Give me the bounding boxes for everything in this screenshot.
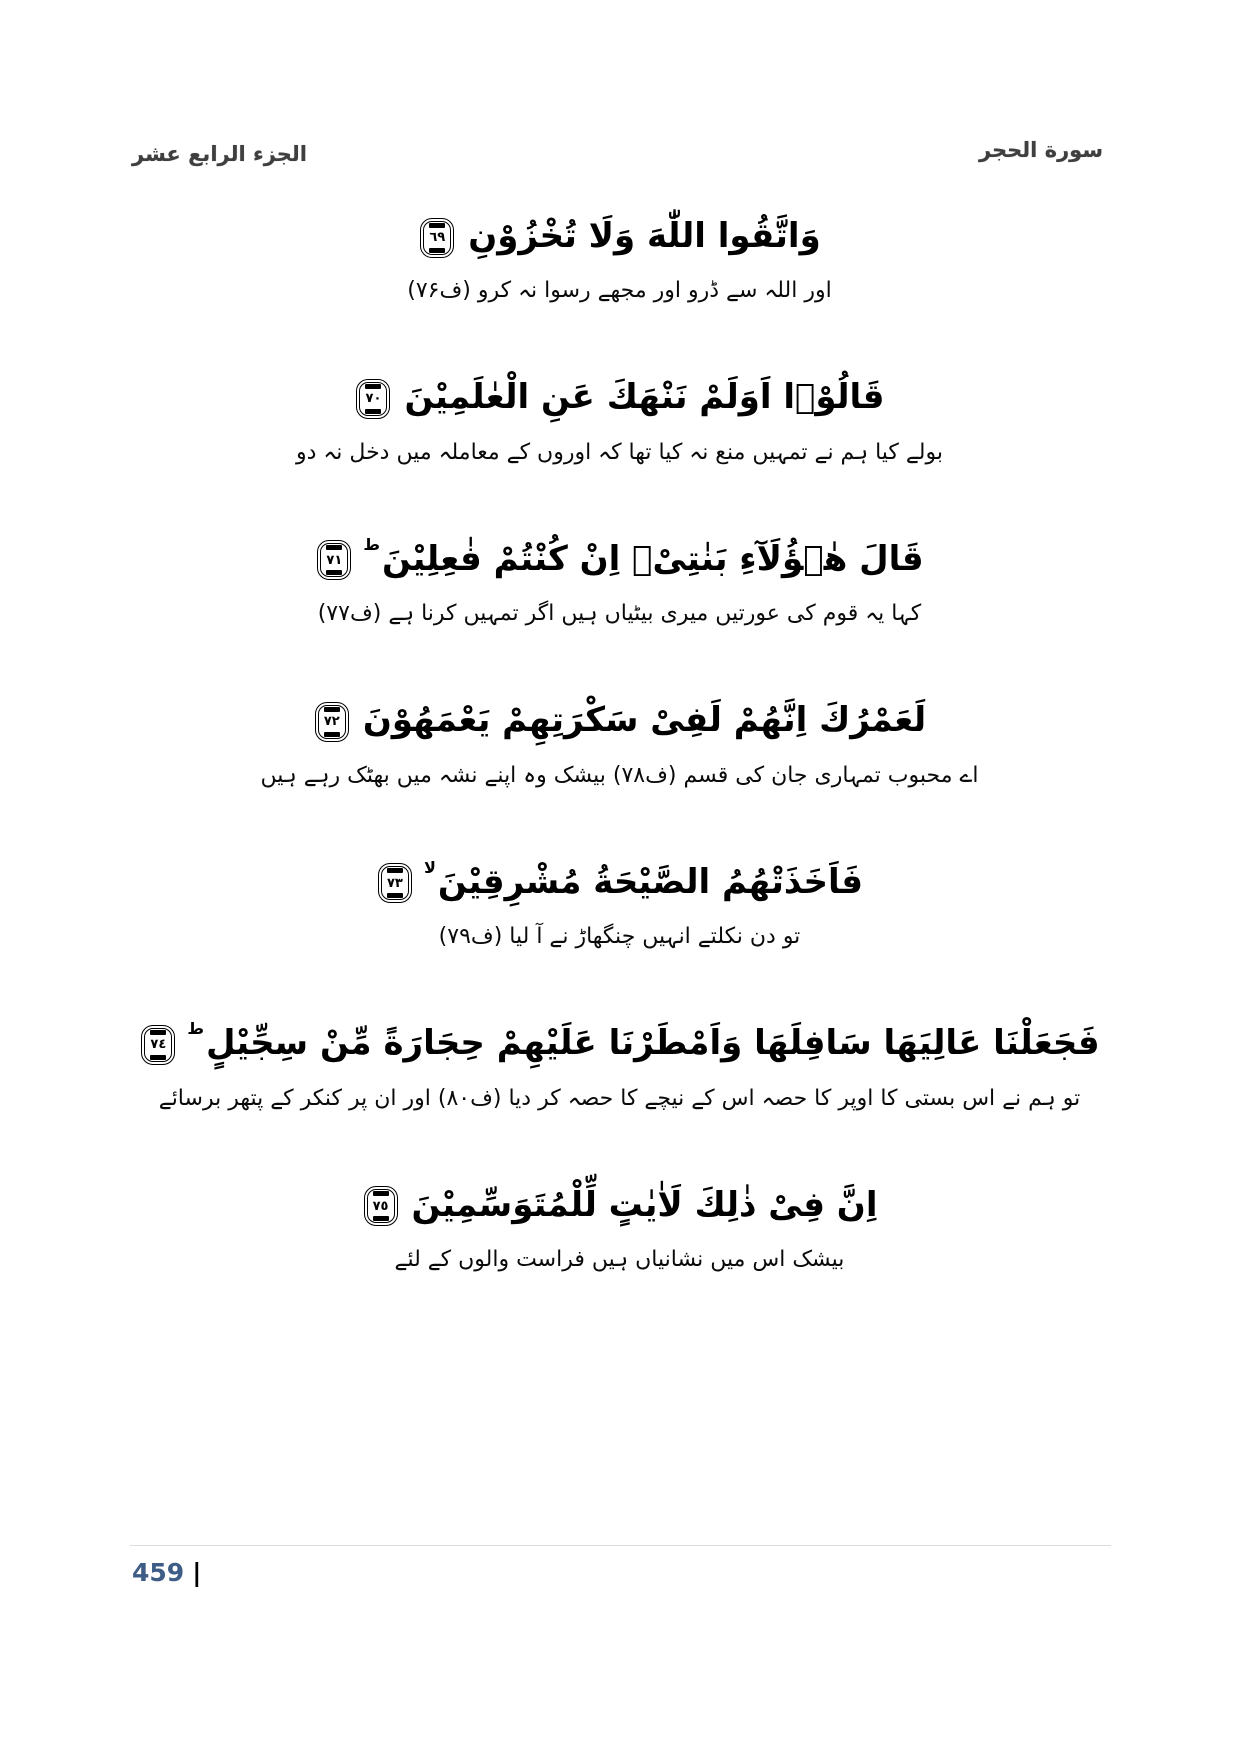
waqf-mark: ط [187, 1019, 204, 1039]
verse-block [376, 854, 863, 955]
waqf-mark: ط [363, 534, 380, 554]
ayah-number-medallion [356, 379, 390, 419]
ayah-number-medallion [378, 863, 412, 903]
verse-block [296, 369, 943, 470]
ayah-number-medallion [420, 218, 454, 258]
arabic-verse-line [139, 1015, 1099, 1071]
footer-divider [130, 1545, 1111, 1546]
ayah-number-medallion [364, 1186, 398, 1226]
ayah-number: ٧٣ [387, 875, 403, 891]
waqf-mark: لا [423, 857, 436, 877]
urdu-translation: بولے کیا ہم نے تمہیں منع نہ کیا تھا کہ اوروں کے معاملہ میں دخل نہ دو [296, 439, 943, 465]
urdu-translation: بیشک اس میں نشانیاں ہیں فراست والوں کے لئے [394, 1247, 845, 1272]
arabic-verse-text: قَالَ هٰۤؤُلَآءِ بَنٰتِیْۤ اِنْ كُنْتُمْ فٰعِلِیْنَ [381, 538, 924, 579]
page-footer [132, 1558, 201, 1587]
arabic-verse-line [362, 1177, 878, 1233]
ayah-number: ٧٠ [365, 391, 382, 407]
verse-block [139, 1015, 1099, 1116]
ayah-number: ٧١ [326, 552, 343, 568]
arabic-verse-line [296, 369, 943, 425]
arabic-verse-line [315, 531, 923, 587]
arabic-verse-text: لَعَمْرُكَ اِنَّهُمْ لَفِیْ سَكْرَتِهِمْ یَعْمَهُوْنَ [362, 700, 927, 741]
urdu-translation: تو دن نکلتے انہیں چنگھاڑ نے آ لیا (ف۷۹) [438, 924, 801, 950]
verses-column [60, 208, 1179, 1338]
ayah-number: ٧٥ [372, 1198, 389, 1214]
ayah-number-medallion [315, 702, 349, 742]
arabic-verse-line [376, 854, 863, 910]
arabic-verse-text: وَاتَّقُوا اللّٰهَ وَلَا تُخْزُوْنِ [468, 216, 821, 256]
juz-title-calligraphy: الجزء الرابع عشر [132, 142, 307, 166]
verse-block [315, 531, 923, 632]
ayah-number-medallion [317, 540, 351, 580]
arabic-verse-text: قَالُوْۤا اَوَلَمْ نَنْهَكَ عَنِ الْعٰلَمِیْنَ [404, 377, 885, 418]
arabic-verse-text: فَجَعَلْنَا عَالِیَهَا سَافِلَهَا وَاَمْطَرْنَا عَلَیْهِمْ حِجَارَةً مِّنْ سِجِّیْلٍ [205, 1023, 1100, 1064]
ayah-number: ٧٤ [150, 1037, 167, 1053]
urdu-translation: اور اللہ سے ڈرو اور مجھے رسوا نہ کرو (ف۷۶) [407, 278, 832, 304]
ayah-number: ٦٩ [429, 230, 446, 245]
urdu-translation: کہا یہ قوم کی عورتیں میری بیٹیاں ہیں اگر تمہیں کرنا ہے (ف۷۷) [317, 601, 922, 627]
urdu-translation: تو ہم نے اس بستی کا اوپر کا حصہ اس کے نیچے کا حصہ کر دیا (ف۸۰) اور ان پر کنکر کے پتھر برسائے [158, 1085, 1081, 1111]
arabic-verse-text: فَاَخَذَتْهُمُ الصَّیْحَةُ مُشْرِقِیْنَ [437, 861, 864, 902]
page-number-separator: | [192, 1558, 202, 1587]
arabic-verse-text: اِنَّ فِیْ ذٰلِكَ لَاٰیٰتٍ لِّلْمُتَوَسِّمِیْنَ [411, 1184, 878, 1225]
ayah-number: ٧٢ [323, 714, 340, 730]
verse-block [362, 1177, 878, 1278]
arabic-verse-line [260, 692, 978, 748]
urdu-translation: اے محبوب تمہاری جان کی قسم (ف۷۸) بیشک وہ اپنے نشہ میں بھٹک رہے ہیں [260, 762, 979, 788]
page-number: 459 [132, 1558, 185, 1587]
arabic-verse-line [407, 208, 831, 264]
surah-title-calligraphy: سورة الحجر [978, 138, 1103, 162]
verse-block [260, 692, 978, 793]
verse-block [407, 208, 831, 309]
ayah-number-medallion [141, 1025, 175, 1065]
